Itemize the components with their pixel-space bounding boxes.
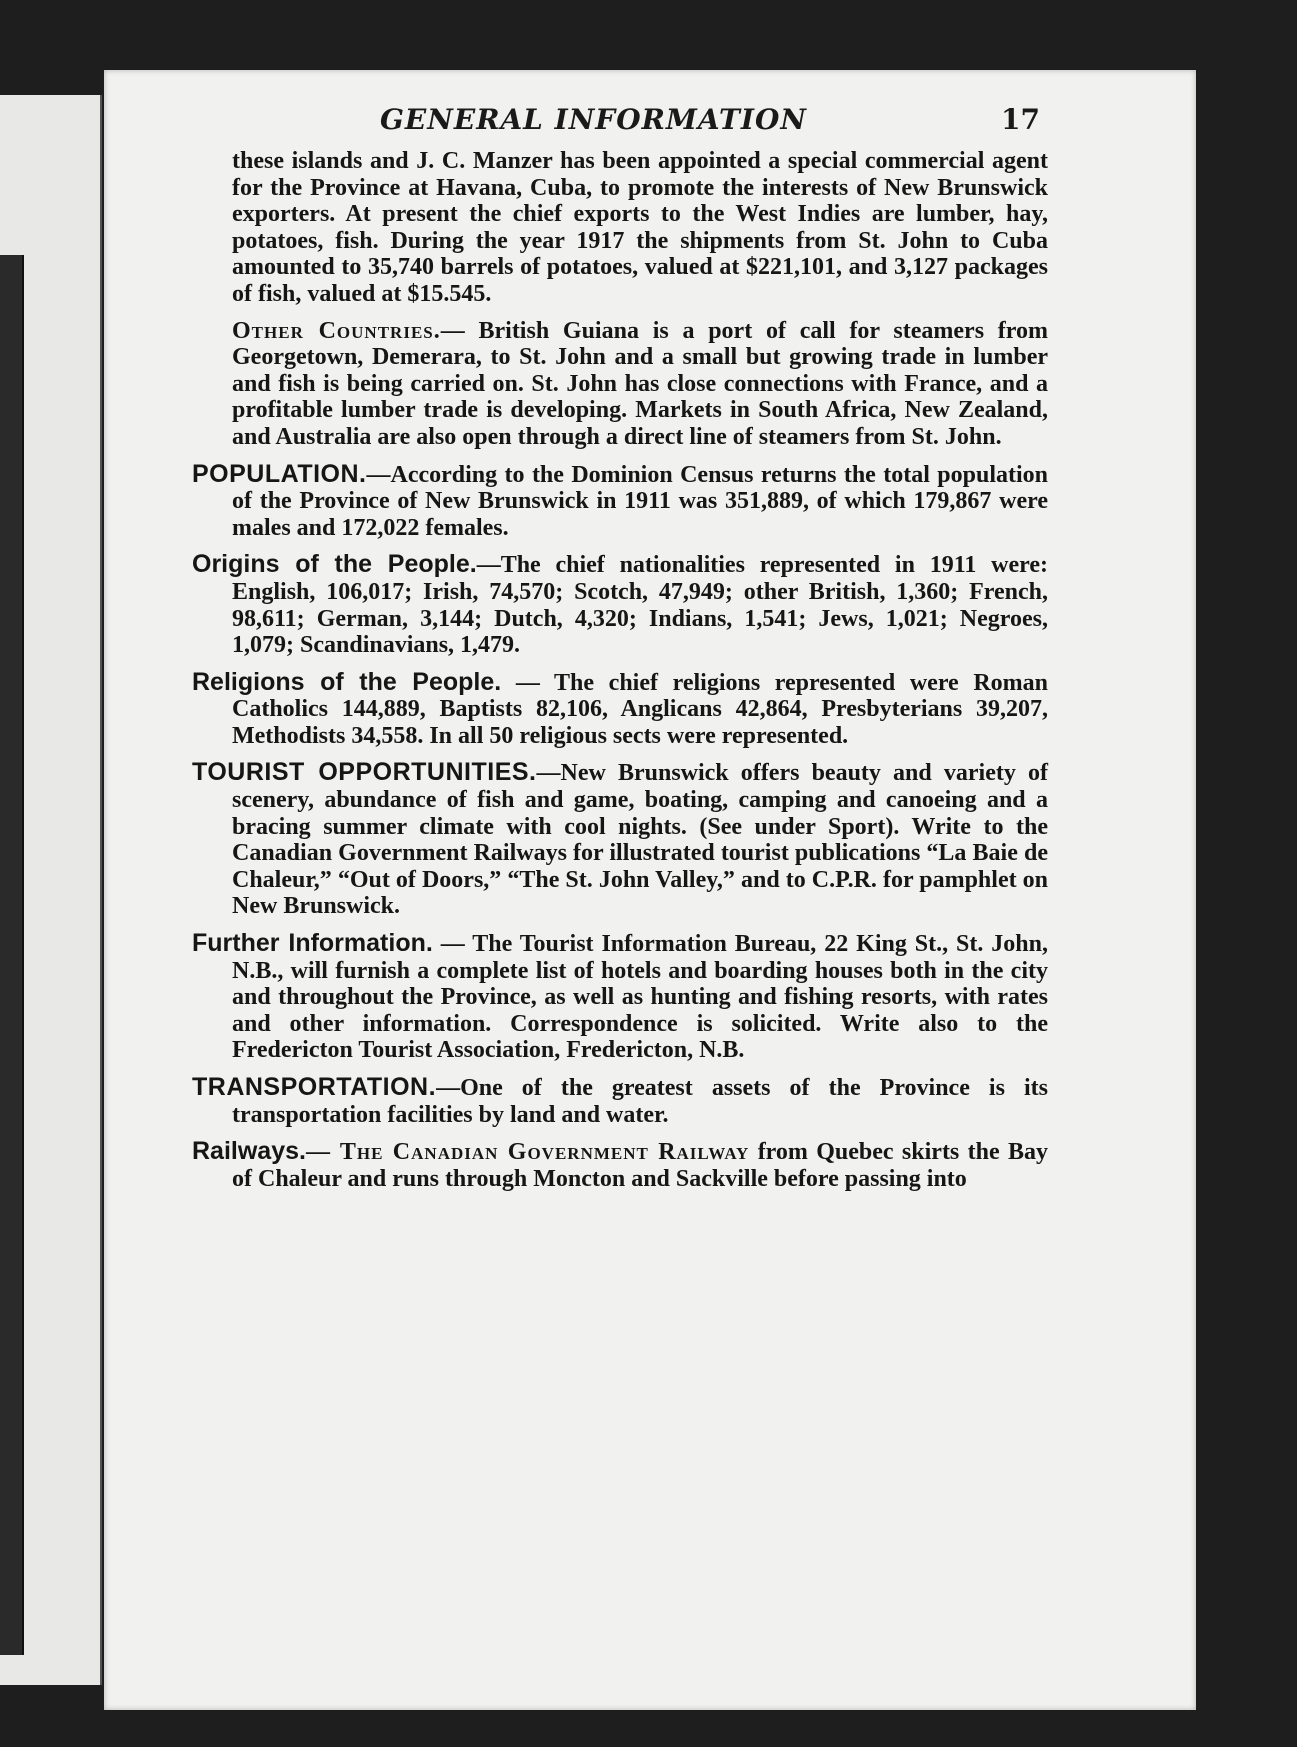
section-heading-railways: Railways. [192, 1137, 306, 1166]
paragraph-religions [192, 669, 1048, 750]
paragraph-other-countries [192, 318, 1048, 451]
railway-name: — The Canadian Government Railway [305, 1139, 750, 1166]
paragraph-body: these islands and J. C. Manzer has been appointed a special commercial agent for the Province at Havana, Cuba, to promote the interests of New Brunswick exporters. At present the chief exports to the West Indies are lumber, hay, potatoes, fish. During the year 1917 the shipments from St. John to Cuba amounted to 35,740 barrels of potatoes, valued at $221,101, and 3,127 packages of fish, valued at $15.545. [232, 148, 1048, 307]
facing-page-edge [0, 95, 102, 1685]
paragraph-body: —The chief nationalities represented in 1911 were: English, 106,017; Irish, 74,570; Scotch, 47,949; other British, 1,360; French, 98,611; German, 3,144; Dutch, 4,320; Indians, 1,541; Jews, 1,021; Negroes, 1,079; Scandinavians, 1,479. [232, 552, 1048, 659]
paragraph-body: from Quebec skirts the Bay of Chaleur and runs through Moncton and Sackville before passing into [232, 1139, 1048, 1192]
page-body [192, 148, 1048, 1202]
section-heading-transportation: TRANSPORTATION. [192, 1073, 437, 1101]
page-number: 17 [1001, 103, 1040, 136]
paragraph-further-information [192, 930, 1048, 1064]
paragraph-body: — The chief religions represented were Roman Catholics 144,889, Baptists 82,106, Anglicans 42,864, Presbyterians 39,207, Methodists 34,558. In all 50 religious sects were represented. [232, 669, 1048, 749]
paragraph-tourist [192, 759, 1048, 920]
section-heading-tourist: TOURIST OPPORTUNITIES. [192, 758, 537, 787]
paragraph-origins [192, 551, 1048, 658]
paragraph-body: — British Guiana is a port of call for steamers from Georgetown, Demerara, to St. John and a small but growing trade in lumber and fish is being carried on. St. John has close connections with France, and a profitable lumber trade is developing. Markets in South Africa, New Zealand, and Australia are also open through a direct line of steamers from St. John. [232, 317, 1048, 450]
paragraph-transportation [192, 1074, 1048, 1128]
page-header [270, 103, 1040, 143]
paragraph-west-indies [192, 148, 1048, 308]
running-head: GENERAL INFORMATION [380, 103, 807, 136]
section-heading-religions: Religions of the People. [192, 667, 502, 696]
facing-page-plate [0, 255, 24, 1655]
paragraph-body: —New Brunswick offers beauty and variety of scenery, abundance of fish and game, boating, camping and canoeing and a bracing summer climate with cool nights. (See under Sport). Write to the Canadian Government Railways for illustrated tourist publications “La Baie de Chaleur,” “Out of Doors,” “The St. John Valley,” and to C.P.R. for pamphlet on New Brunswick. [232, 760, 1049, 920]
section-heading-origins: Origins of the People. [192, 550, 477, 579]
section-heading-other-countries: Other Countries. [232, 317, 441, 344]
paragraph-body: —One of the greatest assets of the Province is its transportation facilities by land and water. [232, 1075, 1048, 1128]
section-heading-further-information: Further Information. [192, 929, 433, 958]
paragraph-body: —According to the Dominion Census returns the total population of the Province of New Brunswick in 1911 was 351,889, of which 179,867 were males and 172,022 females. [232, 461, 1048, 541]
paragraph-body: — The Tourist Information Bureau, 22 King St., St. John, N.B., will furnish a complete list of hotels and boarding houses both in the city and throughout the Province, as well as hunting and fishing resorts, with rates and other information. Correspondence is solicited. Write also to the Fredericton Tourist Association, Fredericton, N.B. [232, 931, 1048, 1064]
paragraph-population [192, 461, 1048, 542]
paragraph-railways [192, 1138, 1048, 1192]
section-heading-population: POPULATION. [192, 459, 367, 488]
